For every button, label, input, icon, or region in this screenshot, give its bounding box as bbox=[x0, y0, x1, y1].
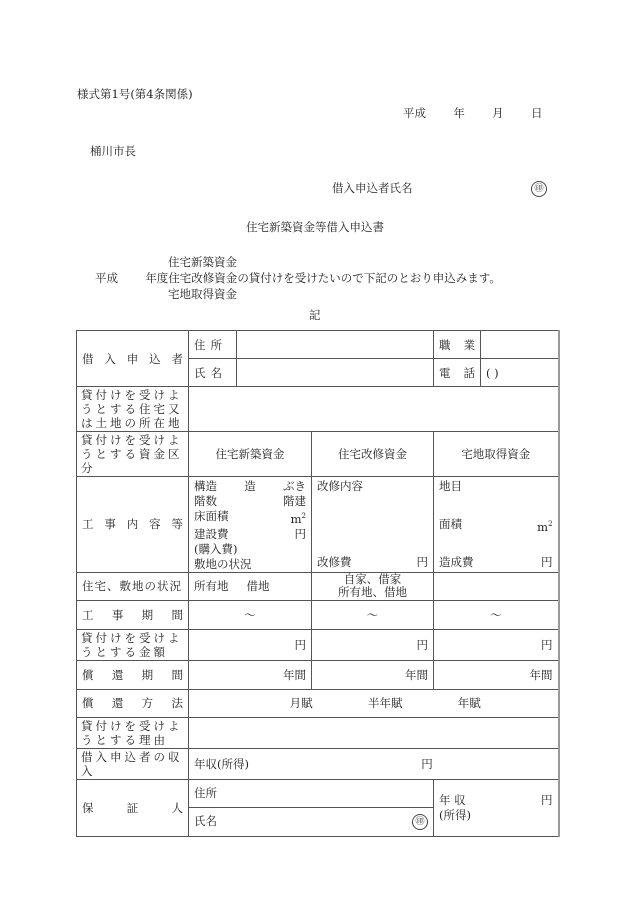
name-label: 氏名 bbox=[189, 359, 237, 387]
location-label: 貸付けを受けようとする住宅又は土地の所在地 bbox=[77, 387, 189, 432]
site-status-row bbox=[77, 572, 559, 600]
fund-option-2: 住宅改修資金 bbox=[168, 271, 238, 285]
income-label: 借入申込者の収入 bbox=[77, 748, 189, 779]
statement-era: 平成 bbox=[95, 271, 118, 285]
fund-type-new[interactable]: 住宅新築資金 bbox=[189, 432, 312, 477]
statement-text: の貸付けを受けたいので下記のとおり申込みます。 bbox=[237, 271, 501, 285]
work-row bbox=[77, 477, 559, 573]
fund-option-3: 宅地取得資金 bbox=[168, 287, 237, 301]
guarantor-income-cell[interactable]: 年 収 円 (所得) bbox=[434, 779, 559, 836]
fund-type-row bbox=[77, 432, 559, 477]
amount-repair[interactable]: 円 bbox=[312, 629, 434, 660]
amount-land[interactable]: 円 bbox=[434, 629, 559, 660]
date-era: 平成 bbox=[403, 106, 426, 120]
seal-icon: ㊞ bbox=[531, 180, 547, 197]
repay-option-monthly[interactable]: 月賦 bbox=[289, 696, 313, 711]
date-day: 日 bbox=[530, 106, 543, 120]
guarantor-label: 保証人 bbox=[77, 779, 189, 836]
reason-row bbox=[77, 717, 559, 748]
form-number: 様式第1号(第4条関係) bbox=[77, 87, 193, 101]
income-row bbox=[77, 748, 559, 779]
work-repair-cell[interactable]: 改修内容 改修費 円 bbox=[312, 477, 434, 573]
work-new-cell[interactable]: 構造 造 ぶき 階数 階建 床面積 $m^2$ 建設費 円 (購入費) 敷地の状況 bbox=[189, 477, 312, 573]
occupation-field[interactable] bbox=[481, 331, 559, 359]
reason-field[interactable] bbox=[189, 717, 559, 748]
work-land-cell[interactable]: 地目 面積 $m^2$ 造成費 円 bbox=[434, 477, 559, 573]
date-line bbox=[403, 105, 542, 121]
guarantor-address-field[interactable]: 住所 bbox=[189, 779, 434, 807]
site-status-new[interactable]: 所有地 借地 bbox=[189, 572, 312, 600]
repay-method-row bbox=[77, 689, 559, 717]
repay-method-options[interactable] bbox=[189, 689, 559, 717]
amount-row bbox=[77, 629, 559, 660]
work-label: 工事内容等 bbox=[77, 477, 189, 573]
repay-option-semiannual[interactable]: 半年賦 bbox=[367, 696, 403, 711]
repay-period-land[interactable]: 年間 bbox=[434, 660, 559, 689]
fund-type-repair[interactable]: 住宅改修資金 bbox=[312, 432, 434, 477]
repay-period-new[interactable]: 年間 bbox=[189, 660, 312, 689]
statement-line bbox=[95, 270, 501, 286]
applicant-name-label: 借入申込者氏名 bbox=[332, 181, 413, 195]
reason-label: 貸付けを受けようとする理由 bbox=[77, 717, 189, 748]
period-row bbox=[77, 600, 559, 629]
applicant-label: 借入申込者 bbox=[77, 331, 189, 387]
period-new[interactable]: ～ bbox=[189, 600, 312, 629]
period-repair[interactable]: ～ bbox=[312, 600, 434, 629]
guarantor-seal-icon: ㊞ bbox=[412, 814, 428, 830]
address-field[interactable] bbox=[237, 331, 434, 359]
location-field[interactable] bbox=[189, 387, 559, 432]
date-year: 年 bbox=[453, 106, 465, 120]
period-land[interactable]: ～ bbox=[434, 600, 559, 629]
ki-heading: 記 bbox=[309, 308, 321, 322]
application-table bbox=[76, 330, 560, 837]
phone-label: 電話 bbox=[434, 359, 481, 387]
guarantor-row-1 bbox=[77, 779, 559, 807]
name-field[interactable] bbox=[237, 359, 434, 387]
period-label: 工事期間 bbox=[77, 600, 189, 629]
phone-field[interactable]: ( ) bbox=[481, 359, 559, 387]
addressee: 桶川市長 bbox=[90, 144, 136, 158]
amount-new[interactable]: 円 bbox=[189, 629, 312, 660]
repay-option-annual[interactable]: 年賦 bbox=[457, 696, 481, 711]
income-field[interactable]: 年収(所得) 円 bbox=[189, 748, 559, 779]
amount-label: 貸付けを受けようとする金額 bbox=[77, 629, 189, 660]
applicant-row-1 bbox=[77, 331, 559, 359]
fund-type-land[interactable]: 宅地取得資金 bbox=[434, 432, 559, 477]
location-row bbox=[77, 387, 559, 432]
address-label: 住所 bbox=[189, 331, 237, 359]
occupation-label: 職業 bbox=[434, 331, 481, 359]
repay-period-label: 償還期間 bbox=[77, 660, 189, 689]
guarantor-name-field[interactable]: 氏名 ㊞ bbox=[189, 807, 434, 836]
repay-method-label: 償還方法 bbox=[77, 689, 189, 717]
site-status-label: 住宅、敷地の状況 bbox=[77, 572, 189, 600]
statement-year: 年度 bbox=[145, 271, 169, 285]
repay-period-row bbox=[77, 660, 559, 689]
site-status-repair[interactable]: 自家、借家 所有地、借地 bbox=[312, 572, 434, 600]
fund-type-label: 貸付けを受けようとする資金区分 bbox=[77, 432, 189, 477]
repay-period-repair[interactable]: 年間 bbox=[312, 660, 434, 689]
document-title: 住宅新築資金等借入申込書 bbox=[246, 220, 384, 234]
site-status-land[interactable] bbox=[434, 572, 559, 600]
fund-option-1: 住宅新築資金 bbox=[168, 255, 237, 269]
date-month: 月 bbox=[492, 106, 504, 120]
